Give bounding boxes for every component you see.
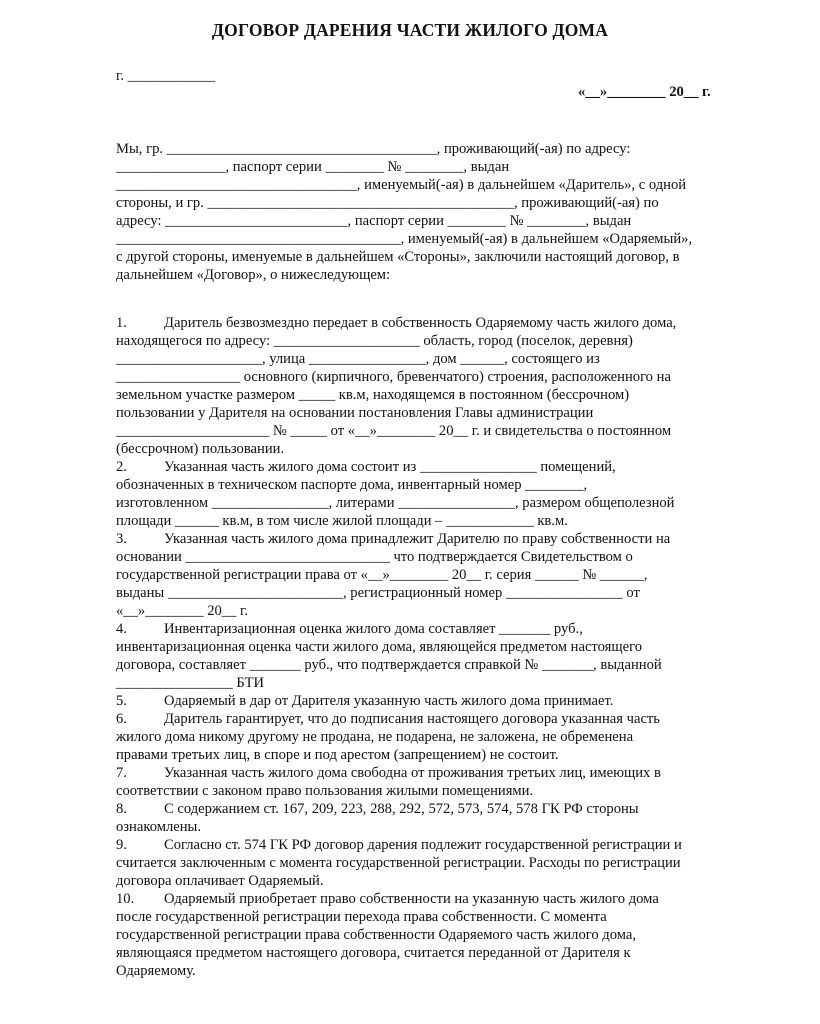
contract-line: _____________________ № _____ от «__»________ 20__ г. и свидетельства о постоянном [116,423,672,439]
contract-line: «__»________ 20__ г. [116,603,249,619]
contract-line: пользовании у Дарителя на основании постановления Главы администрации [116,405,594,421]
contract-line: ____________________, улица ________________, дом ______, состоящего из [116,351,600,367]
contract-line: Одаряемому. [116,963,196,979]
contract-line: _______________________________________, именуемый(-ая) в дальнейшем «Одаряемый», [116,231,693,247]
contract-line: инвентаризационная оценка части жилого дома, являющейся предметом настоящего [116,639,642,655]
contract-line: 7. Указанная часть жилого дома свободна от проживания третьих лиц, имеющих в [116,765,661,781]
contract-line: 6. Даритель гарантирует, что до подписания настоящего договора указанная часть [116,711,660,727]
contract-line: (бессрочном) пользовании. [116,441,285,457]
contract-line: ________________ БТИ [116,675,265,691]
contract-line: являющаяся предметом настоящего договора, считается переданной от Дарителя к [116,945,631,961]
contract-line: площади ______ кв.м, в том числе жилой площади – ____________ кв.м. [116,513,568,529]
contract-line: с другой стороны, именуемые в дальнейшем «Стороны», заключили настоящий договор, в [116,249,680,265]
contract-line: ознакомлены. [116,819,201,835]
date-line: «__»________ 20__ г. [578,84,711,100]
contract-line: адресу: _________________________, паспорт серии ________ № ________, выдан [116,213,632,229]
contract-line: изготовленном ________________, литерами ________________, размером общеполезной [116,495,675,511]
contract-line: после государственной регистрации перехода права собственности. С момента [116,909,607,925]
contract-line: выданы ________________________, регистрационный номер ________________ от [116,585,640,601]
contract-line: договора, составляет _______ руб., что подтверждается справкой № _______, выданной [116,657,662,673]
contract-line: 10. Одаряемый приобретает право собственности на указанную часть жилого дома [116,891,659,907]
document-title: ДОГОВОР ДАРЕНИЯ ЧАСТИ ЖИЛОГО ДОМА [211,20,609,40]
contract-line: основании ____________________________ что подтверждается Свидетельством о [116,549,633,565]
contract-line: правами третьих лиц, в споре и под арестом (запрещением) не состоит. [116,747,559,763]
contract-line: _________________________________, именуемый(-ая) в дальнейшем «Даритель», с одной [116,177,687,193]
contract-line: государственной регистрации права от «__»________ 20__ г. серия ______ № ______, [116,567,648,583]
contract-line: 3. Указанная часть жилого дома принадлежит Дарителю по праву собственности на [116,531,671,547]
contract-line: обозначенных в техническом паспорте дома, инвентарный номер ________, [116,477,588,493]
contract-line: находящегося по адресу: ____________________ область, город (поселок, деревня) [116,333,633,349]
contract-line: стороны, и гр. __________________________________________, проживающий(-ая) по [116,195,659,211]
contract-line: _______________, паспорт серии ________ № ________, выдан [116,159,510,175]
city-line: г. ____________ [116,68,216,84]
contract-line: соответствии с законом право пользования жилыми помещениями. [116,783,534,799]
contract-line: _________________ основного (кирпичного, бревенчатого) строения, расположенного на [116,369,671,385]
contract-line: 9. Согласно ст. 574 ГК РФ договор дарения подлежит государственной регистрации и [116,837,682,853]
contract-line: дальнейшем «Договор», о нижеследующем: [116,267,391,283]
contract-line: Мы, гр. _____________________________________, проживающий(-ая) по адресу: [116,141,631,157]
contract-line: 5. Одаряемый в дар от Дарителя указанную часть жилого дома принимает. [116,693,614,709]
contract-line: 8. С содержанием ст. 167, 209, 223, 288, 292, 572, 573, 574, 578 ГК РФ стороны [116,801,639,817]
contract-line: договора оплачивает Одаряемый. [116,873,324,889]
contract-line: 2. Указанная часть жилого дома состоит из ________________ помещений, [116,459,616,475]
contract-line: земельном участке размером _____ кв.м, находящемся в постоянном (бессрочном) [116,387,630,403]
contract-line: считается заключенным с момента государственной регистрации. Расходы по регистрации [116,855,681,871]
contract-line: 1. Даритель безвозмездно передает в собственность Одаряемому часть жилого дома, [116,315,677,331]
contract-line: 4. Инвентаризационная оценка жилого дома составляет _______ руб., [116,621,583,637]
contract-line: жилого дома никому другому не продана, не подарена, не заложена, не обременена [116,729,634,745]
contract-line: государственной регистрации права собственности Одаряемого часть жилого дома, [116,927,637,943]
